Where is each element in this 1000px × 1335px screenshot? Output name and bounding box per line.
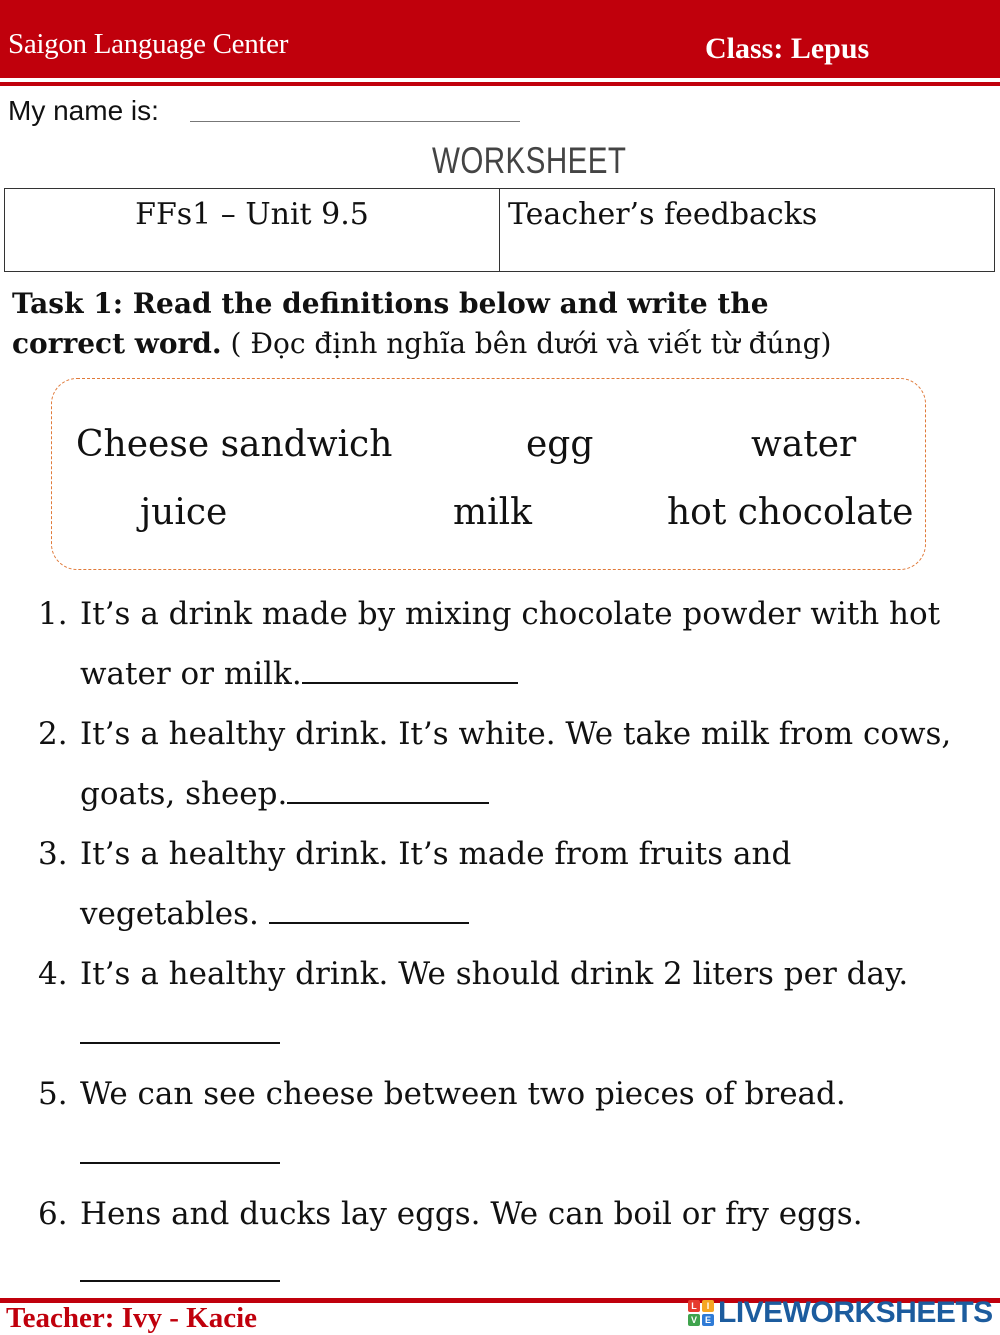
header-divider — [0, 82, 1000, 86]
question-text: It’s a drink made by mixing chocolate powder with hot — [80, 596, 941, 632]
info-table-divider — [499, 189, 500, 271]
question-number: 2. — [38, 716, 68, 752]
class-label: Class: Lepus — [705, 32, 870, 65]
feedback-label: Teacher’s feedbacks — [508, 197, 818, 232]
answer-blank[interactable] — [269, 898, 469, 924]
word-bank-item: water — [751, 424, 857, 465]
liveworksheets-wordmark: LIVEWORKSHEETS — [718, 1296, 993, 1329]
answer-blank[interactable] — [287, 778, 489, 804]
task-title-line1: Task 1: Read the definitions below and write the — [12, 287, 769, 320]
question-text: It’s a healthy drink. It’s white. We take milk from cows, — [80, 716, 952, 752]
logo-tile: E — [702, 1314, 714, 1326]
logo-tile: V — [688, 1314, 700, 1326]
name-input-line[interactable] — [190, 121, 520, 122]
logo-tile: L — [688, 1300, 700, 1312]
question-item — [38, 1076, 846, 1112]
question-continuation — [80, 1254, 280, 1290]
question-number: 6. — [38, 1196, 68, 1232]
answer-blank[interactable] — [302, 658, 518, 684]
answer-blank[interactable] — [80, 1256, 280, 1282]
question-number: 5. — [38, 1076, 68, 1112]
word-bank-item: milk — [453, 492, 532, 533]
task-title — [12, 284, 992, 364]
center-name: Saigon Language Center — [8, 28, 289, 60]
question-continuation — [80, 1016, 280, 1052]
answer-blank[interactable] — [80, 1018, 280, 1044]
info-table — [4, 188, 995, 272]
word-bank-item: hot chocolate — [667, 492, 914, 533]
word-bank-item: juice — [140, 492, 228, 533]
teacher-label: Teacher: Ivy - Kacie — [6, 1302, 258, 1334]
question-text: water or milk. — [80, 656, 302, 692]
unit-label: FFs1 – Unit 9.5 — [135, 197, 369, 232]
question-continuation — [80, 1136, 280, 1172]
word-bank — [51, 378, 926, 570]
word-bank-item: egg — [526, 424, 594, 465]
question-continuation — [80, 896, 469, 932]
question-number: 3. — [38, 836, 68, 872]
question-number: 1. — [38, 596, 68, 632]
word-bank-item: Cheese sandwich — [76, 424, 393, 465]
task-title-line2: correct word. — [12, 327, 222, 360]
question-item — [38, 596, 940, 632]
question-item — [38, 836, 791, 872]
logo-tile: I — [702, 1300, 714, 1312]
question-continuation — [80, 656, 518, 692]
question-text: It’s a healthy drink. It’s made from fruits and — [80, 836, 792, 872]
name-label: My name is: — [8, 95, 159, 126]
liveworksheets-icon — [688, 1300, 714, 1326]
question-text: Hens and ducks lay eggs. We can boil or fry eggs. — [80, 1196, 863, 1232]
question-continuation — [80, 776, 489, 812]
question-item — [38, 1196, 863, 1232]
question-text: We can see cheese between two pieces of bread. — [80, 1076, 846, 1112]
question-text: vegetables. — [80, 896, 269, 932]
question-text: It’s a healthy drink. We should drink 2 liters per day. — [80, 956, 909, 992]
answer-blank[interactable] — [80, 1138, 280, 1164]
question-item — [38, 956, 908, 992]
question-number: 4. — [38, 956, 68, 992]
question-item — [38, 716, 951, 752]
question-text: goats, sheep. — [80, 776, 288, 812]
worksheet-title: WORKSHEET — [432, 140, 627, 181]
task-title-vietnamese: ( Đọc định nghĩa bên dưới và viết từ đúng) — [221, 327, 832, 360]
liveworksheets-logo[interactable] — [688, 1296, 993, 1330]
